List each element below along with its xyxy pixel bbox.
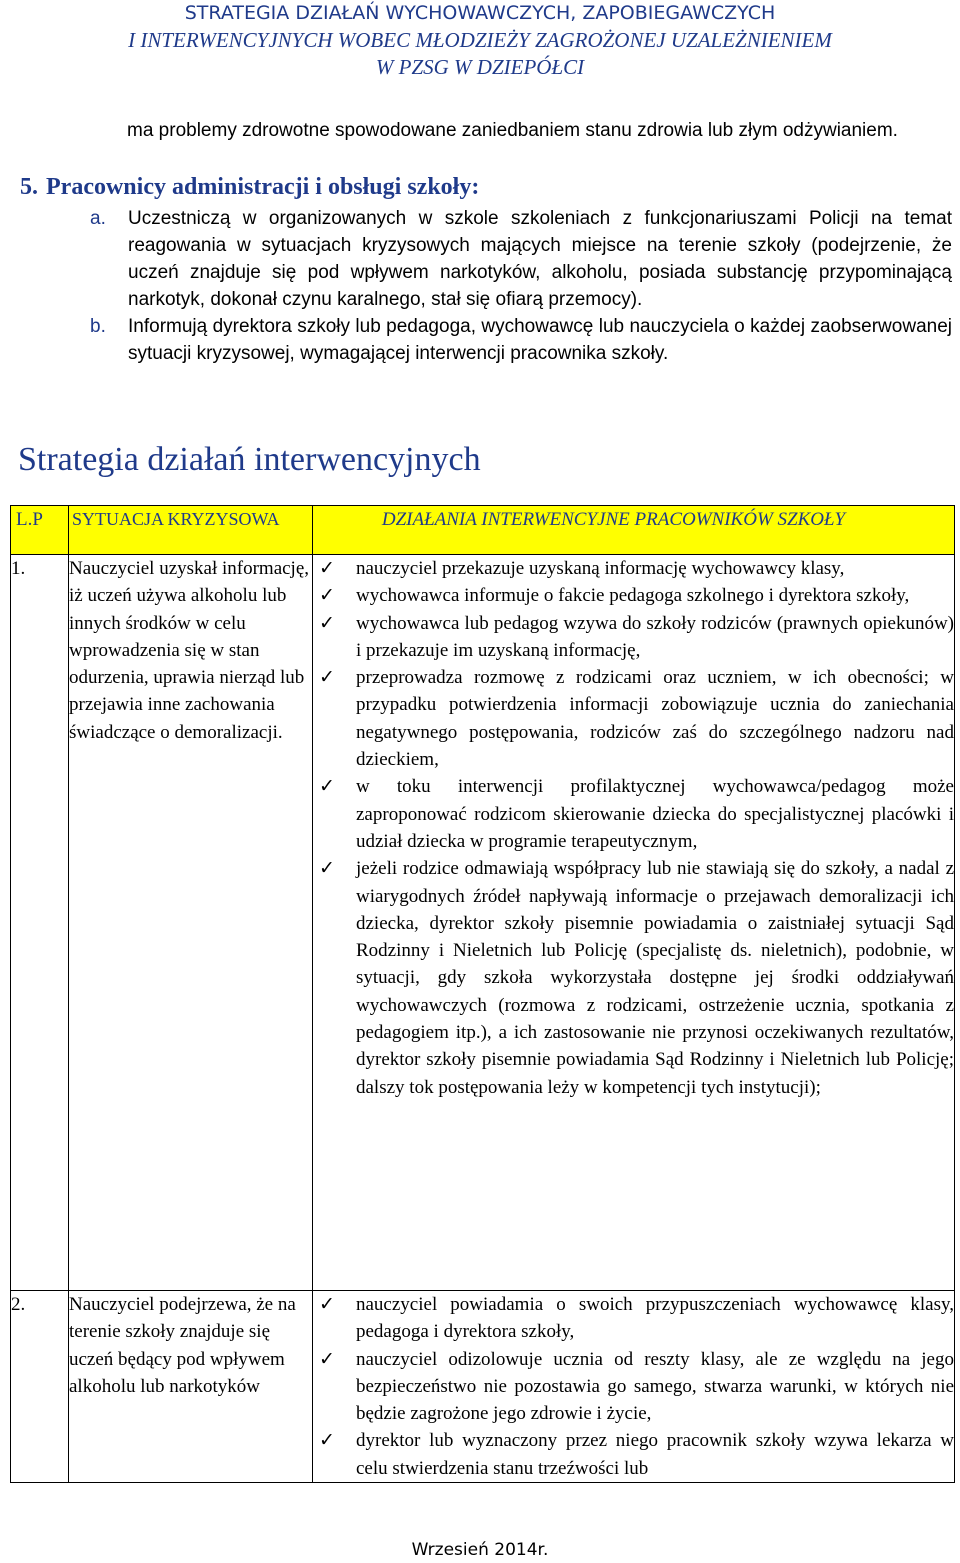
list-item bbox=[90, 205, 952, 313]
action-text: nauczyciel przekazuje uzyskaną informację wychowawcy klasy, bbox=[356, 558, 845, 579]
check-icon: ✓ bbox=[319, 1430, 335, 1452]
action-text: w toku interwencji profilaktycznej wychowawca/pedagog może zaproponować rodzicom skierowanie dziecka do specjalistycznej placówki i udział dziecka w programie terapeutycznym, bbox=[356, 776, 954, 852]
section-5-heading bbox=[20, 172, 479, 202]
list-item bbox=[90, 313, 952, 367]
check-icon: ✓ bbox=[319, 1294, 335, 1315]
list-item bbox=[313, 555, 954, 582]
row-actions bbox=[313, 1291, 955, 1483]
list-item-text: Uczestniczą w organizowanych w szkole szkoleniach z funkcjonariuszami Policji na temat reagowania w sytuacjach kryzysowych mających miejsce na terenie szkoły (podejrzenie, że uczeń znajduje się pod wpływem narkotyków, alkoholu, posiada substancję przypominającą narkotyk, dokonał czynu karalnego, stał się ofiarą przemocy). bbox=[128, 208, 952, 310]
header-line-2: I INTERWENCYJNYCH WOBEC MŁODZIEŻY ZAGROŻONEJ UZALEŻNIENIEM bbox=[128, 28, 832, 52]
row-situation: Nauczyciel uzyskał informację, iż uczeń używa alkoholu lub innych środków w celu wprowadzenia się w stan odurzenia, uprawia nierząd lub przejawia inne zachowania świadczące o demoralizacji. bbox=[69, 555, 313, 1291]
list-marker: b. bbox=[90, 316, 106, 337]
action-text: nauczyciel odizolowuje ucznia od reszty klasy, ale ze względu na jego bezpieczeństwo nie pozostawia go samego, stwarza warunki, w których nie będzie zagrożone jego zdrowie i życie, bbox=[356, 1348, 954, 1425]
table-row bbox=[11, 555, 955, 1291]
row-number: 1. bbox=[11, 555, 69, 1291]
check-icon: ✓ bbox=[319, 667, 335, 689]
table-header-row bbox=[11, 506, 955, 555]
list-item bbox=[313, 1346, 954, 1428]
header-line-1: STRATEGIA DZIAŁAŃ WYCHOWAWCZYCH, ZAPOBIEGAWCZYCH bbox=[184, 2, 776, 24]
list-item bbox=[313, 855, 954, 1101]
list-item bbox=[313, 1291, 954, 1346]
action-text: wychowawca informuje o fakcie pedagoga szkolnego i dyrektora szkoły, bbox=[356, 585, 910, 607]
row-number: 2. bbox=[11, 1291, 69, 1483]
section-title: Pracownicy administracji i obsługi szkoły: bbox=[46, 174, 480, 200]
table-row bbox=[11, 1291, 955, 1483]
action-text: wychowawca lub pedagog wzywa do szkoły rodziców (prawnych opiekunów) i przekazuje im uzyskaną informację, bbox=[356, 612, 954, 661]
continuation-text: ma problemy zdrowotne spowodowane zaniedbaniem stanu zdrowia lub złym odżywianiem. bbox=[127, 120, 898, 141]
list-item bbox=[313, 773, 954, 855]
check-icon: ✓ bbox=[319, 1348, 335, 1370]
section-5-list bbox=[90, 205, 952, 367]
header-situation: SYTUACJA KRYZYSOWA bbox=[69, 506, 313, 555]
action-text: nauczyciel powiadamia o swoich przypuszczeniach wychowawcę klasy, pedagoga i dyrektora szkoły, bbox=[356, 1294, 954, 1343]
action-text: jeżeli rodzice odmawiają współpracy lub nie stawiają się do szkoły, a nadal z wiarygodnych źródeł napływają informacje o przejawach demoralizacji ich dziecka, dyrektor szkoły pisemnie powiadamia o zaistniałej sytuacji Sąd Rodzinny i Nieletnich lub Policję (specjalistę ds. nieletnich), podobnie, w sytuacji, gdy szkoła wykorzystała dostępne jej środki oddziaływań wychowawczych (rozmowa z rodzicami, ostrzeżenie ucznia, spotkania z pedagogiem itp.), a ich zastosowanie nie przynosi oczekiwanych rezultatów, dyrektor szkoły pisemnie powiadamia Sąd Rodzinny i Nieletnich lub Policję; dalszy tok postępowania leży w kompetencji tych instytucji); bbox=[356, 858, 954, 1098]
action-text: przeprowadza rozmowę z rodzicami oraz uczniem, w ich obecności; w przypadku potwierdzenia informacji zobowiązuje ucznia do zaniechania negatywnego postępowania, rodziców zaś do szczególnego nadzoru nad dzieckiem, bbox=[356, 667, 954, 771]
list-item bbox=[313, 582, 954, 609]
check-icon: ✓ bbox=[319, 776, 335, 798]
check-icon: ✓ bbox=[319, 558, 335, 579]
list-item bbox=[313, 664, 954, 773]
page-footer: Wrzesień 2014r. bbox=[411, 1540, 549, 1560]
header-lp: L.P bbox=[11, 506, 69, 555]
header-actions: DZIAŁANIA INTERWENCYJNE PRACOWNIKÓW SZKOŁY bbox=[313, 506, 955, 555]
list-item bbox=[313, 1427, 954, 1482]
check-icon: ✓ bbox=[319, 612, 335, 634]
intervention-table bbox=[10, 505, 955, 1483]
section-number: 5. bbox=[20, 174, 38, 200]
page-header bbox=[0, 0, 960, 81]
list-marker: a. bbox=[90, 208, 106, 229]
check-icon: ✓ bbox=[319, 858, 335, 880]
header-line-3: W PZSG W DZIEPÓŁCI bbox=[375, 55, 585, 79]
action-text: dyrektor lub wyznaczony przez niego pracownik szkoły wzywa lekarza w celu stwierdzenia stanu trzeźwości lub bbox=[356, 1430, 954, 1479]
strategy-title: Strategia działań interwencyjnych bbox=[18, 441, 481, 478]
row-situation: Nauczyciel podejrzewa, że na terenie szkoły znajduje się uczeń będący pod wpływem alkoholu lub narkotyków bbox=[69, 1291, 313, 1483]
check-icon: ✓ bbox=[319, 585, 335, 607]
row-actions bbox=[313, 555, 955, 1291]
list-item bbox=[313, 610, 954, 665]
list-item-text: Informują dyrektora szkoły lub pedagoga, wychowawcę lub nauczyciela o każdej zaobserwowanej sytuacji kryzysowej, wymagającej interwencji pracownika szkoły. bbox=[128, 316, 952, 364]
